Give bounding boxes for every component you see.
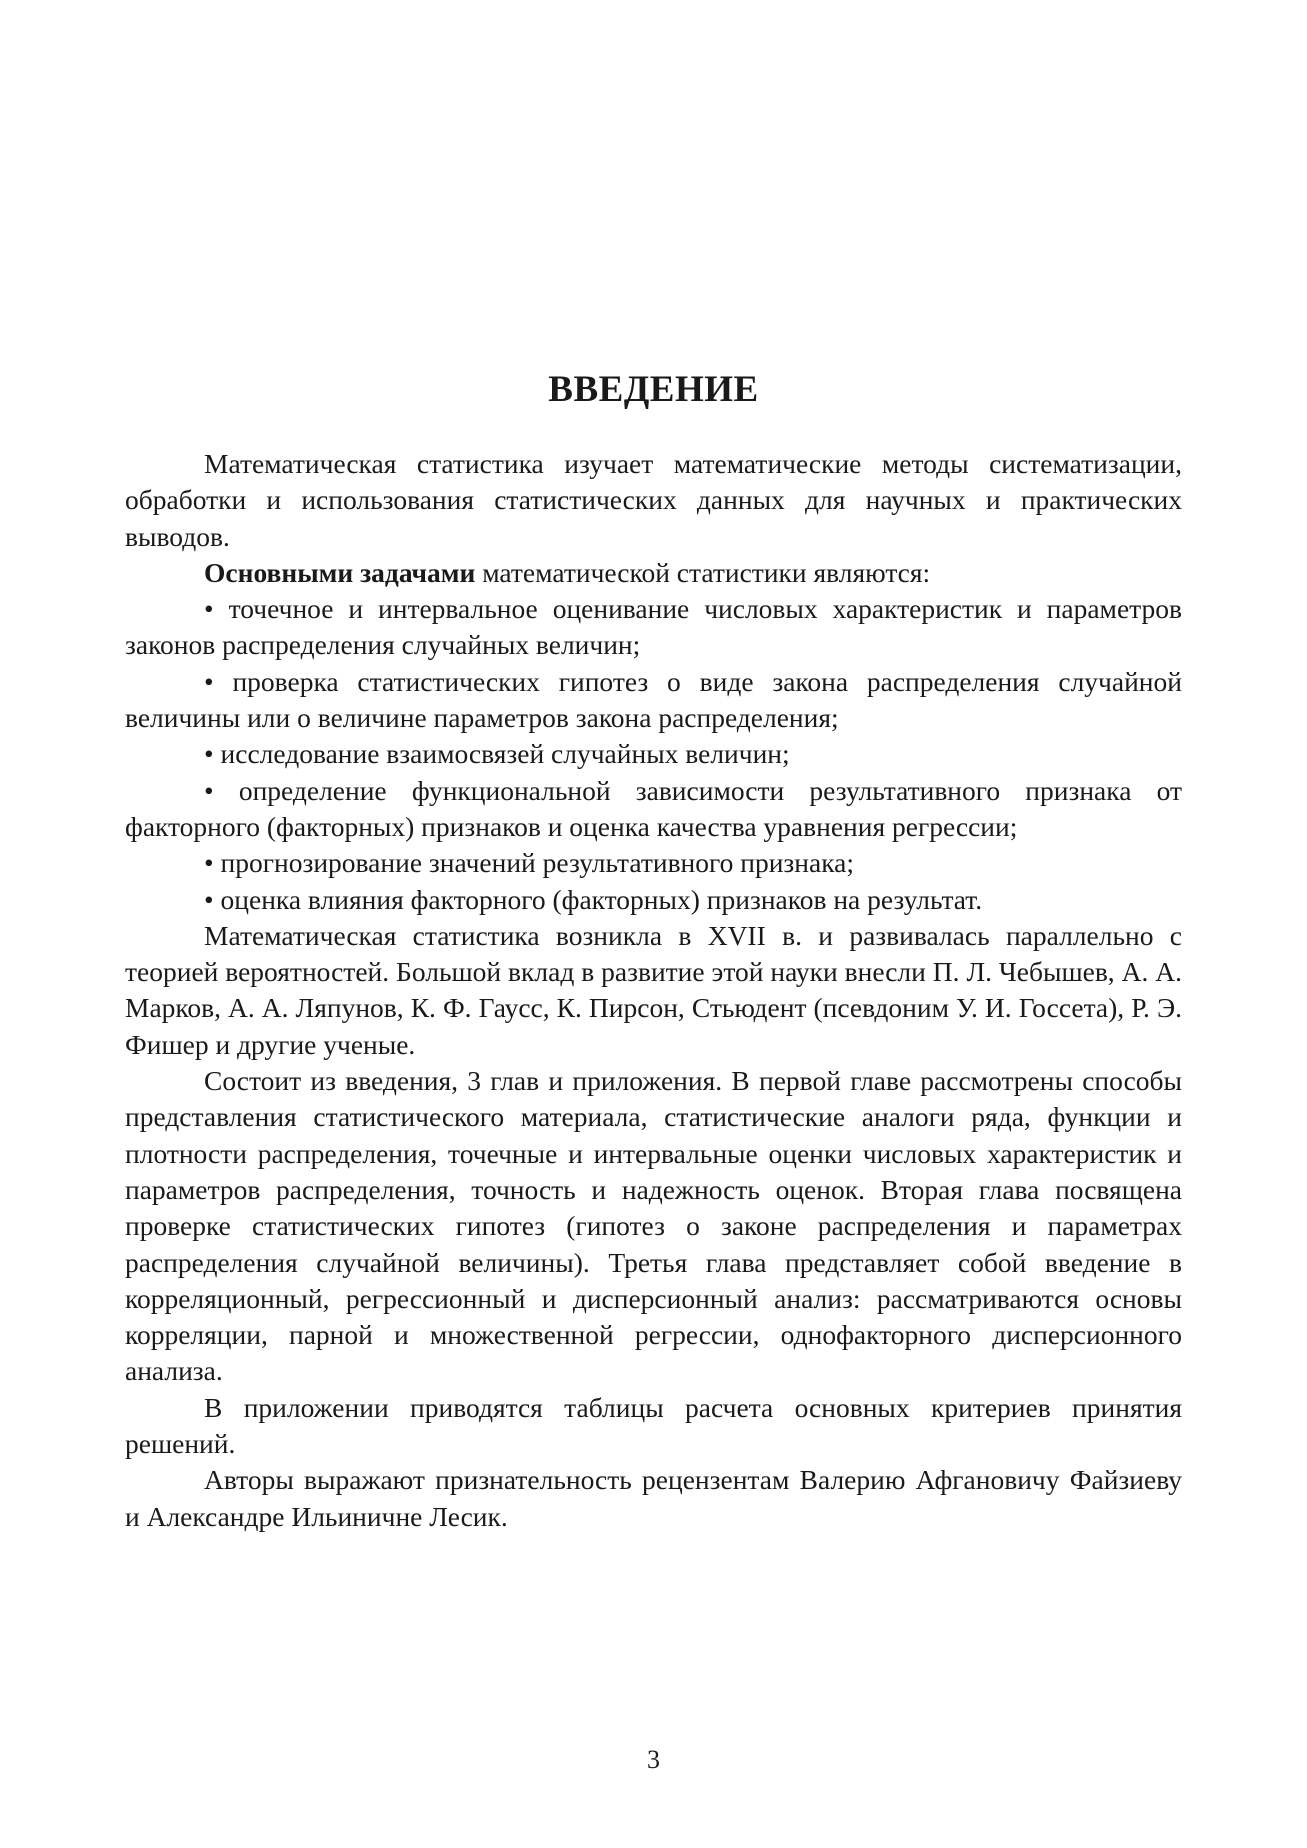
task-item: • прогнозирование значений результативного признака; xyxy=(125,845,1182,881)
structure-paragraph: Состоит из введения, 3 глав и приложения. В первой главе рассмотрены способы представления статистического материала, статистические аналоги ряда, функции и плотности распределения, точечные и интервальные оценки числовых характеристик и параметров распределения, точность и надежность оценок. Вторая глава посвящена проверке статистических гипотез (гипотез о законе распределения и параметрах распределения случайной величины). Третья глава представляет собой введение в корреляционный, регрессионный и дисперсионный анализ: рассматриваются основы корреляции, парной и множественной регрессии, однофакторного дисперсионного анализа. xyxy=(125,1065,1182,1387)
task-item: • оценка влияния факторного (факторных) признаков на результат. xyxy=(125,882,1182,918)
body-text xyxy=(125,446,1182,1535)
task-item: • проверка статистических гипотез о виде закона распределения случайной величины или о величине параметров закона распределения; xyxy=(125,664,1182,737)
page-number: 3 xyxy=(647,1745,660,1774)
page-title: ВВЕДЕНИЕ xyxy=(548,369,759,410)
intro-paragraph: Математическая статистика изучает математические методы систематизации, обработки и использования статистических данных для научных и практических выводов. xyxy=(125,448,1182,552)
acknowledgement-paragraph: Авторы выражают признательность рецензентам Валерию Афгановичу Файзиеву и Александре Ильиничне Лесик. xyxy=(125,1464,1182,1532)
tasks-lead-rest: математической статистики являются: xyxy=(475,556,931,588)
task-item: • исследование взаимосвязей случайных величин; xyxy=(125,736,1182,772)
tasks-lead-bold: Основными задачами xyxy=(204,556,476,588)
tasks-lead-paragraph xyxy=(125,555,1182,591)
appendix-paragraph: В приложении приводятся таблицы расчета основных критериев принятия решений. xyxy=(125,1391,1182,1460)
history-paragraph: Математическая статистика возникла в XVII в. и развивалась параллельно с теорией вероятностей. Большой вклад в развитие этой науки внесли П. Л. Чебышев, А. А. Марков, А. А. Ляпунов, К. Ф. Гаусс, К. Пирсон, Стьюдент (псевдоним У. И. Госсета), Р. Э. Фишер и другие ученые. xyxy=(125,919,1182,1060)
task-item: • точечное и интервальное оценивание числовых характеристик и параметров законов распределения случайных величин; xyxy=(125,591,1182,664)
task-item: • определение функциональной зависимости результативного признака от факторного (факторных) признаков и оценка качества уравнения регрессии; xyxy=(125,773,1182,846)
